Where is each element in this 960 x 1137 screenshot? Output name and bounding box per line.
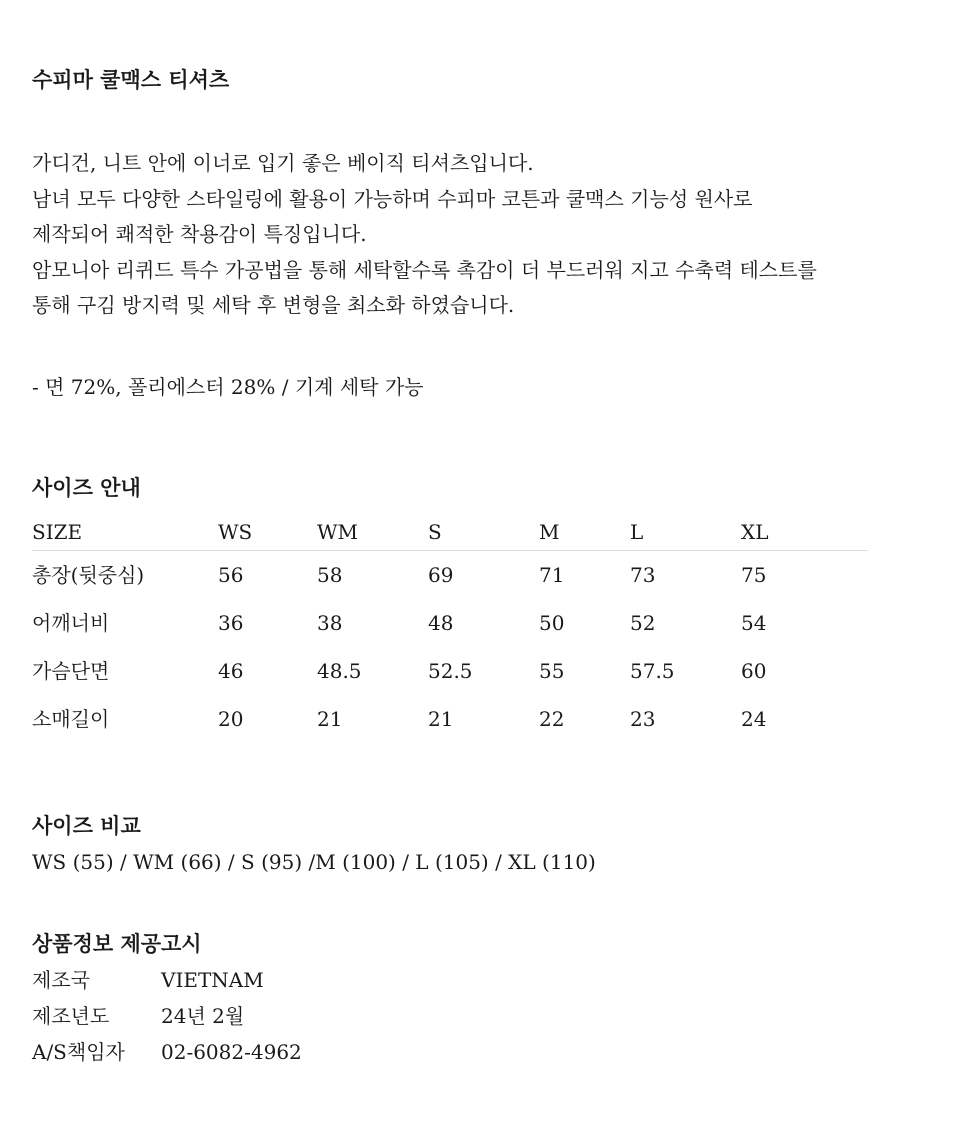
size-cell: 22 (539, 707, 565, 731)
size-cell: 55 (539, 659, 565, 683)
size-row-label: 총장(뒷중심) (32, 563, 145, 587)
size-header-cell: L (630, 514, 741, 551)
size-cell: 48 (428, 611, 454, 635)
description-line: 제작되어 쾌적한 착용감이 특징입니다. (32, 222, 367, 246)
size-cell: 48.5 (317, 659, 362, 683)
table-row (32, 647, 868, 695)
size-header-cell: M (539, 514, 630, 551)
info-value: 02-6082-4962 (161, 1040, 302, 1064)
size-cell: 21 (428, 707, 454, 731)
size-cell: 20 (218, 707, 244, 731)
info-value: 24년 2월 (161, 1004, 245, 1028)
size-cell: 58 (317, 563, 343, 587)
description-line: 통해 구김 방지력 및 세탁 후 변형을 최소화 하였습니다. (32, 293, 515, 317)
size-header-cell: SIZE (32, 514, 218, 551)
size-cell: 52 (630, 611, 656, 635)
description-line: 암모니아 리퀴드 특수 가공법을 통해 세탁할수록 촉감이 더 부드러워 지고 수축력 테스트를 (32, 257, 817, 282)
size-cell: 57.5 (630, 659, 675, 683)
size-header-cell: WS (218, 514, 317, 551)
size-cell: 75 (741, 563, 767, 587)
size-cell: 36 (218, 611, 244, 635)
list-item (32, 1034, 302, 1070)
size-cell: 50 (539, 611, 565, 635)
size-cell: 38 (317, 611, 343, 635)
size-table-header-row (32, 514, 868, 551)
size-compare-value: WS (55) / WM (66) / S (95) /M (100) / L (105) / XL (110) (32, 850, 596, 874)
info-label: 제조국 (32, 968, 90, 992)
size-header-cell: WM (317, 514, 428, 551)
size-row-label: 소매길이 (32, 707, 110, 731)
info-label: 제조년도 (32, 1004, 110, 1028)
size-row-label: 어깨너비 (32, 611, 110, 635)
description-line: 남녀 모두 다양한 스타일링에 활용이 가능하며 수피마 코튼과 쿨맥스 기능성 원사로 (32, 186, 753, 211)
list-item (32, 962, 302, 998)
size-compare-heading: 사이즈 비교 (32, 814, 141, 838)
size-header-cell: S (428, 514, 539, 551)
size-cell: 60 (741, 659, 767, 683)
product-info-list (32, 962, 302, 1070)
size-cell: 21 (317, 707, 343, 731)
size-cell: 71 (539, 563, 565, 587)
info-value: VIETNAM (161, 968, 264, 992)
product-title: 수피마 쿨맥스 티셔츠 (32, 68, 230, 92)
size-cell: 52.5 (428, 659, 473, 683)
size-table (32, 514, 868, 743)
size-cell: 56 (218, 563, 244, 587)
size-cell: 46 (218, 659, 244, 683)
size-cell: 54 (741, 611, 767, 635)
table-row (32, 695, 868, 743)
size-cell: 69 (428, 563, 454, 587)
size-cell: 23 (630, 707, 656, 731)
size-cell: 24 (741, 707, 767, 731)
product-info-heading: 상품정보 제공고시 (32, 932, 202, 956)
info-label: A/S책임자 (32, 1040, 125, 1064)
product-description (32, 146, 817, 324)
list-item (32, 998, 302, 1034)
table-row (32, 599, 868, 647)
table-row (32, 551, 868, 600)
material-info: - 면 72%, 폴리에스터 28% / 기계 세탁 가능 (32, 375, 424, 399)
size-row-label: 가슴단면 (32, 659, 110, 683)
size-cell: 73 (630, 563, 656, 587)
description-line: 가디건, 니트 안에 이너로 입기 좋은 베이직 티셔츠입니다. (32, 151, 534, 175)
size-guide-heading: 사이즈 안내 (32, 476, 141, 500)
size-header-cell: XL (741, 514, 868, 551)
